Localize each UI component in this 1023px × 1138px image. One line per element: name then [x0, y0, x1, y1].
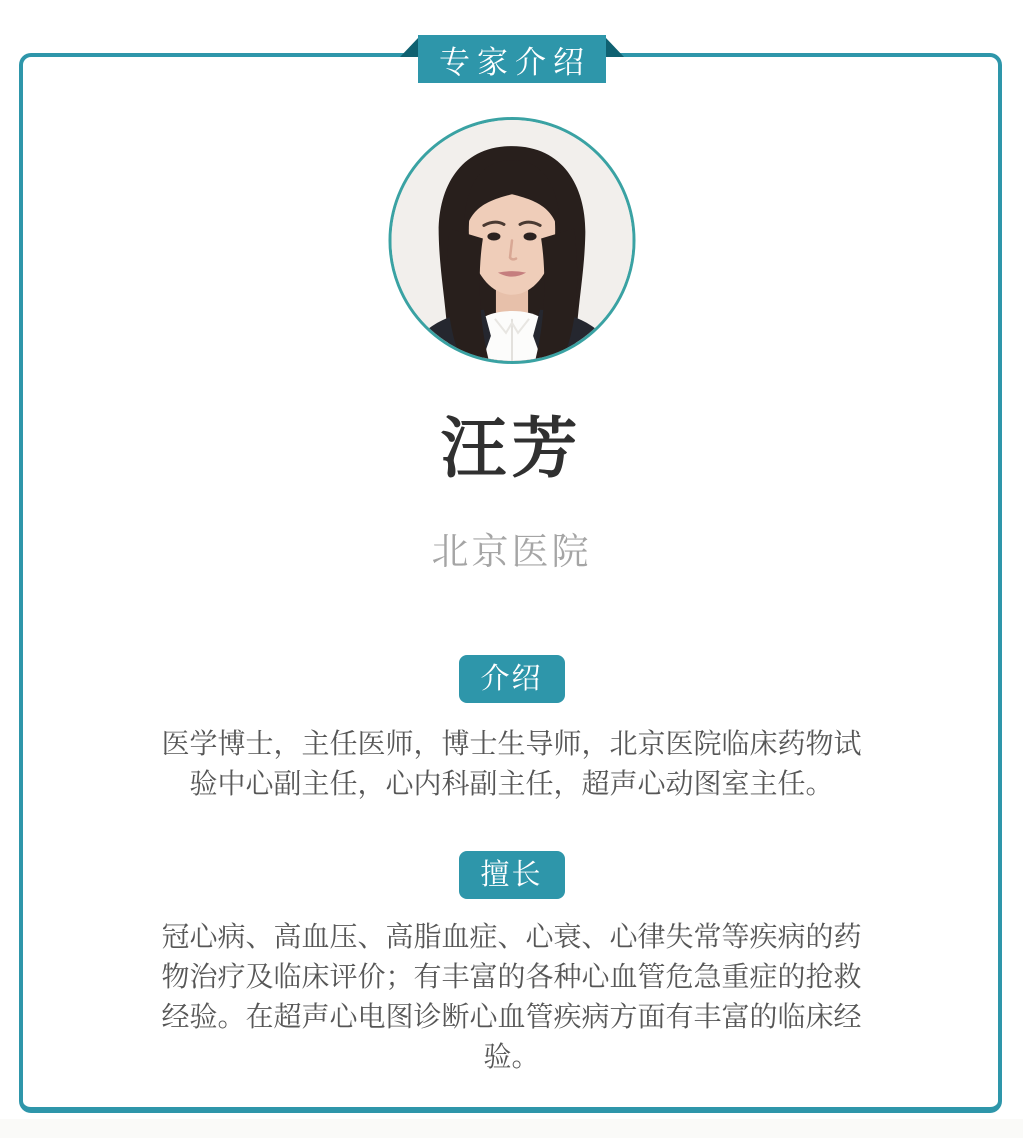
- section-label-intro: 介绍: [459, 655, 565, 703]
- specialty-text: 冠心病、高血压、高脂血症、心衰、心律失常等疾病的药物治疗及临床评价；有丰富的各种心血管危急重症的抢救经验。在超声心电图诊断心血管疾病方面有丰富的临床经验。: [161, 921, 862, 1072]
- expert-hospital: 北京医院: [431, 532, 592, 573]
- ribbon-fold-right: [606, 38, 624, 57]
- portrait-illustration: [391, 120, 632, 361]
- expert-name: 汪芳: [440, 413, 583, 486]
- section-label-specialty: 擅长: [459, 851, 565, 899]
- bottom-strip: [0, 1119, 1023, 1138]
- expert-photo: [388, 117, 635, 364]
- ribbon-title: 专家介绍: [439, 44, 591, 80]
- intro-text: 医学博士，主任医师，博士生导师，北京医院临床药物试验中心副主任，心内科副主任，超声心动图室主任。: [161, 728, 862, 799]
- ribbon-banner: [418, 35, 606, 83]
- ribbon-fold-left: [400, 38, 418, 57]
